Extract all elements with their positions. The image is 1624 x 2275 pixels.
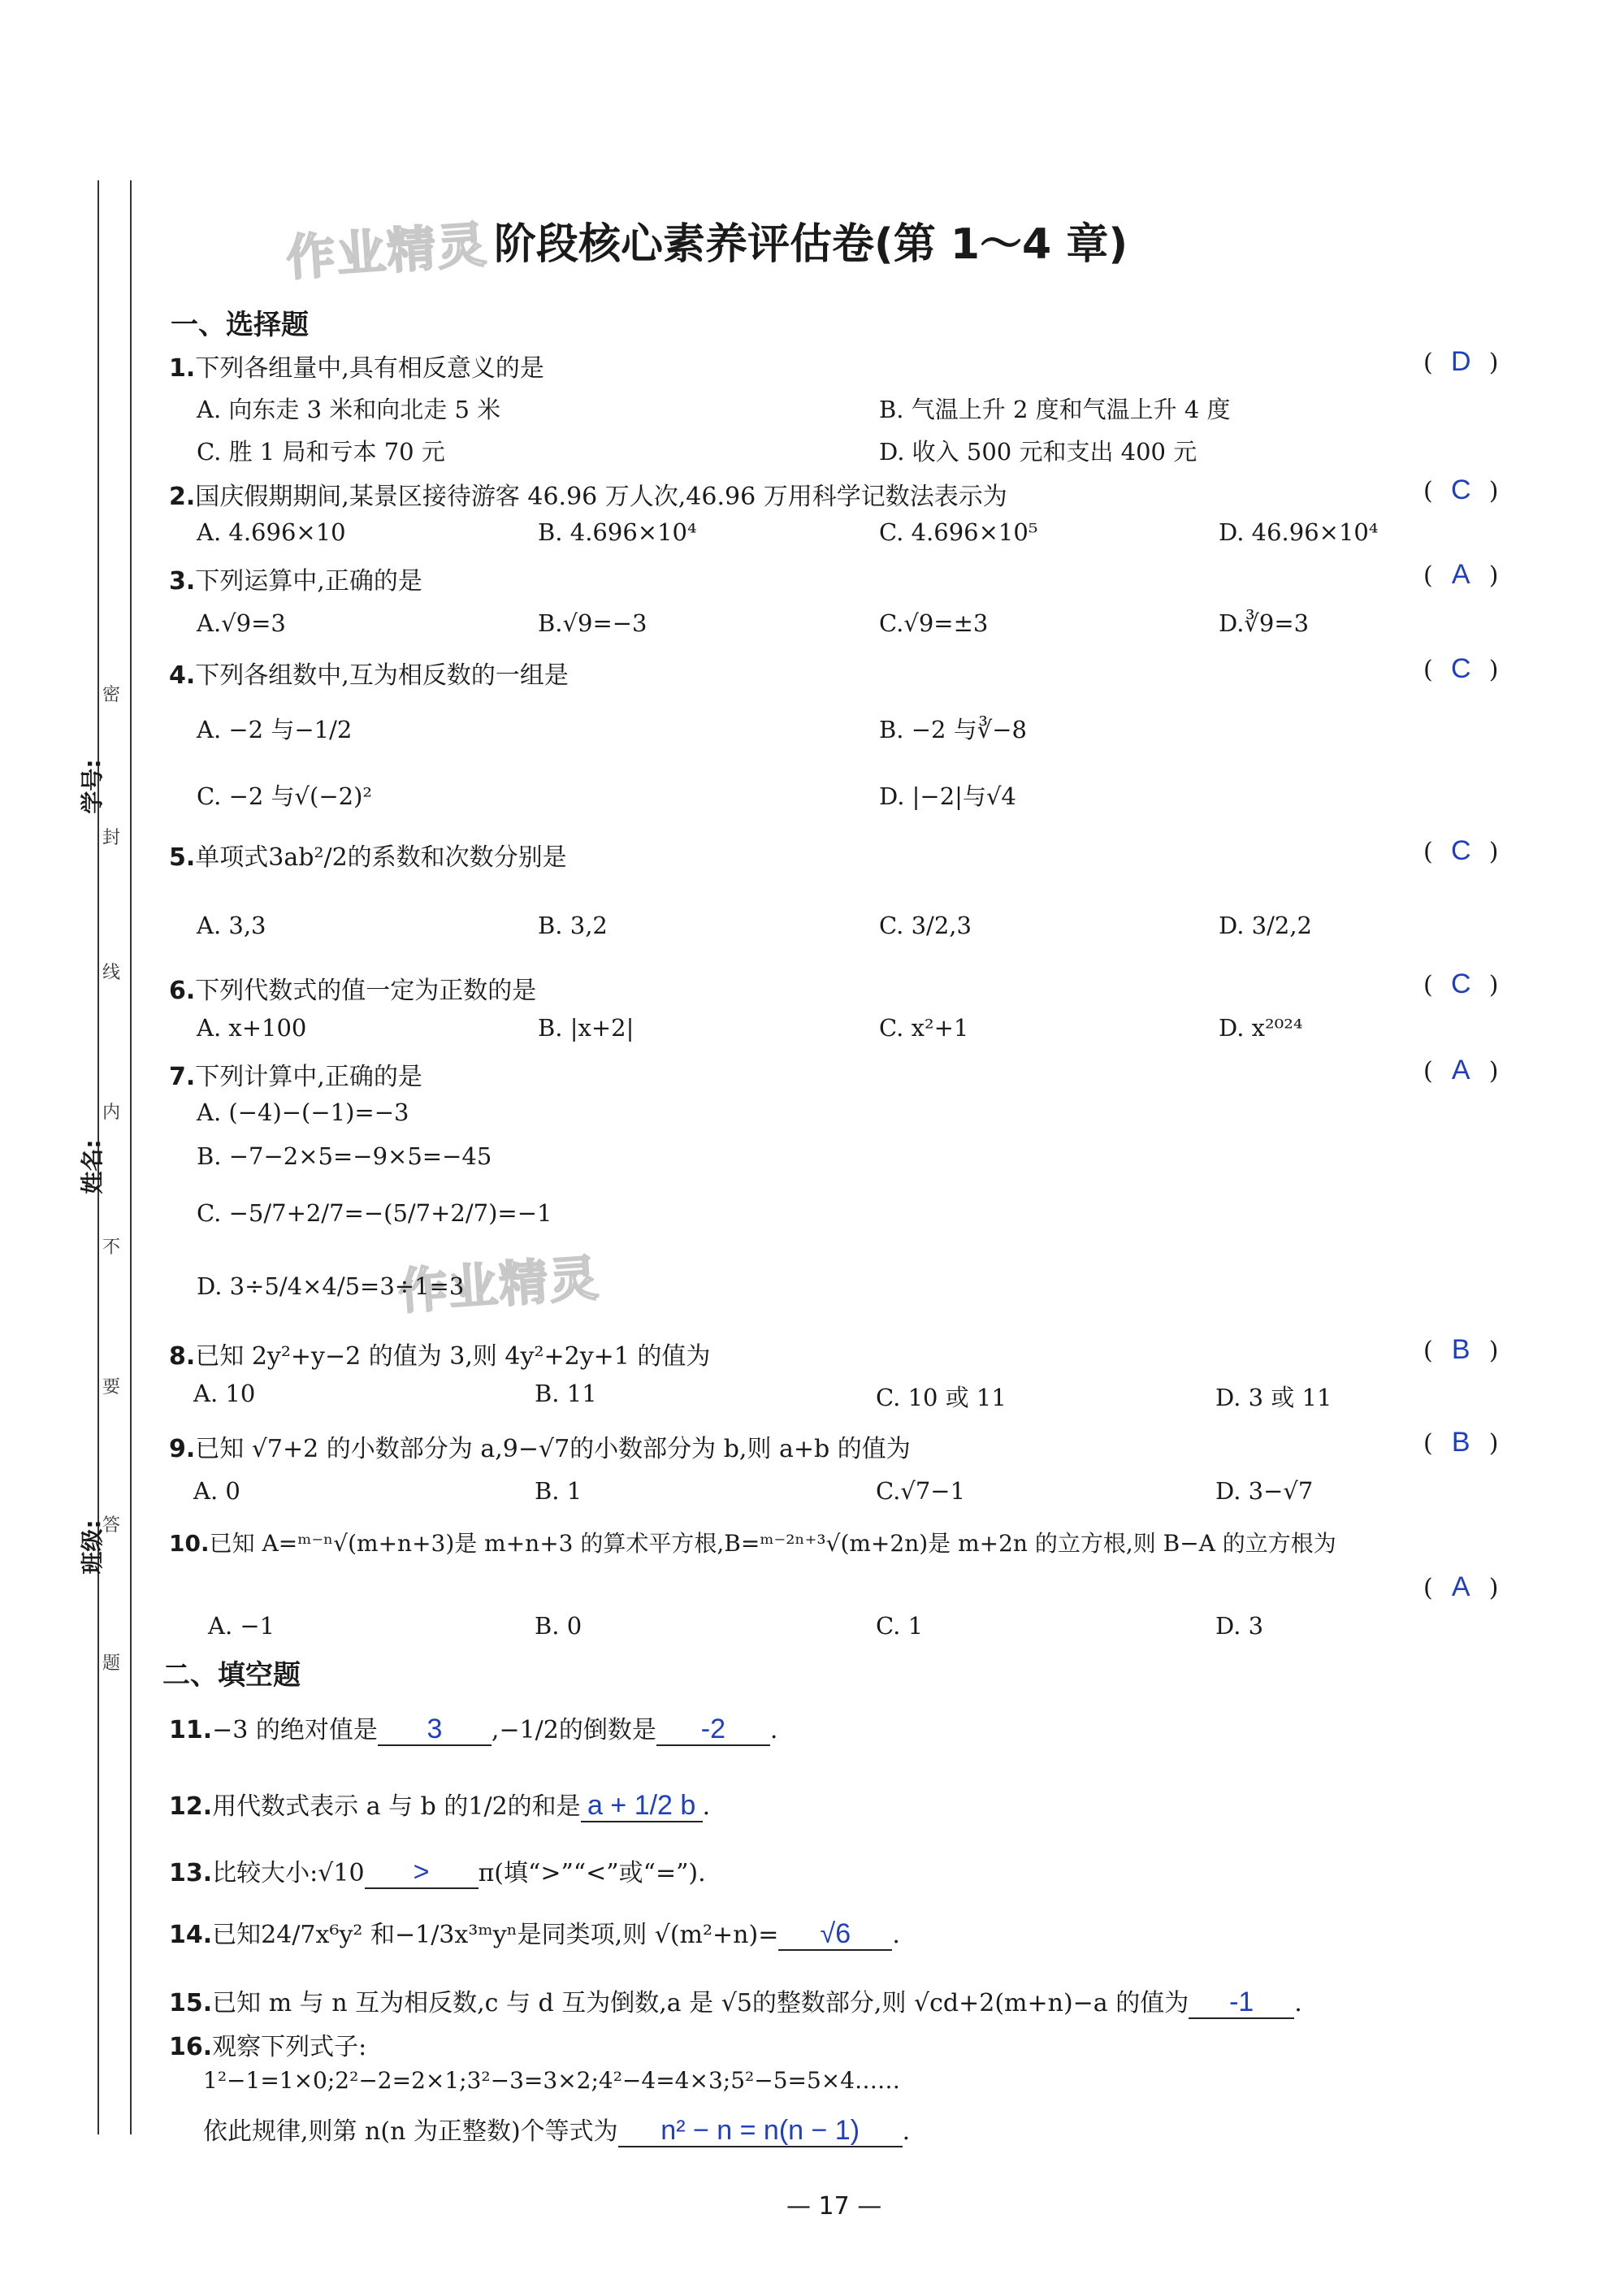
question-8: 8.已知 2y²+y−2 的值为 3,则 4y²+2y+1 的值为 [169, 1342, 711, 1371]
name-label: 姓名: [79, 1139, 106, 1194]
answer-9: B [1451, 1427, 1470, 1458]
option-10c: C. 1 [876, 1612, 924, 1640]
option-6c: C. x²+1 [879, 1014, 969, 1042]
option-9a: A. 0 [193, 1477, 240, 1505]
answer-4: C [1450, 653, 1471, 684]
option-4d: D. |−2|与√4 [879, 782, 1016, 810]
seal-char: 题 [102, 1653, 120, 1674]
seal-char: 不 [102, 1237, 120, 1258]
option-1a: A. 向东走 3 米和向北走 5 米 [197, 396, 501, 423]
option-9b: B. 1 [535, 1477, 582, 1505]
answer-blank[interactable]: -2 [656, 1714, 770, 1746]
seal-char: 线 [102, 963, 120, 983]
option-3a: A.√9=3 [197, 609, 286, 637]
option-5a: A. 3,3 [197, 912, 266, 939]
option-1b: B. 气温上升 2 度和气温上升 4 度 [879, 396, 1231, 423]
option-4a: A. −2 与−1/2 [197, 716, 353, 743]
question-12: 12.用代数式表示 a 与 b 的1/2的和是 a + 1/2 b . [169, 1790, 711, 1821]
question-16: 16.观察下列式子: [169, 2033, 367, 2061]
question-14: 14.已知24/7x⁶y² 和−1/3x³ᵐyⁿ是同类项,则 √(m²+n)= √6 . [169, 1918, 900, 1949]
option-4b: B. −2 与∛−8 [879, 716, 1027, 743]
answer-bracket: ( A ) [1423, 1571, 1499, 1602]
seal-char: 密 [102, 685, 120, 705]
option-7a: A. (−4)−(−1)=−3 [197, 1098, 409, 1126]
answer-3: A [1451, 559, 1470, 590]
answer-blank[interactable]: a + 1/2 b [581, 1790, 703, 1822]
option-5b: B. 3,2 [538, 912, 608, 939]
answer-bracket: ( C ) [1423, 653, 1499, 684]
section-heading: 一、选择题 [171, 309, 309, 341]
answer-bracket: ( B ) [1423, 1334, 1499, 1365]
option-2c: C. 4.696×10⁵ [879, 518, 1038, 546]
question-3: 3.下列运算中,正确的是 [169, 567, 422, 596]
seal-char: 要 [102, 1377, 120, 1398]
option-8c: C. 10 或 11 [876, 1384, 1007, 1411]
question-13: 13.比较大小:√10 > π(填“>”“<”或“=”). [169, 1857, 706, 1887]
question-16-prompt: 依此规律,则第 n(n 为正整数)个等式为 n² − n = n(n − 1) . [203, 2115, 911, 2146]
option-8d: D. 3 或 11 [1215, 1384, 1332, 1411]
option-5c: C. 3/2,3 [879, 912, 972, 939]
option-10b: B. 0 [535, 1612, 582, 1640]
student-id-label: 学号: [79, 759, 106, 814]
question-10: 10.已知 A=ᵐ⁻ⁿ√(m+n+3)是 m+n+3 的算术平方根,B=ᵐ⁻²ⁿ⁺³√(m+2n)是 m+2n 的立方根,则 B−A 的立方根为 [169, 1530, 1336, 1557]
option-2d: D. 46.96×10⁴ [1219, 518, 1379, 546]
page-number: — 17 — [786, 2192, 882, 2221]
option-7c: C. −5/7+2/7=−(5/7+2/7)=−1 [197, 1199, 552, 1227]
seal-char: 答 [102, 1515, 120, 1536]
answer-10: A [1451, 1571, 1470, 1602]
answer-bracket: ( B ) [1423, 1427, 1499, 1458]
option-1d: D. 收入 500 元和支出 400 元 [879, 438, 1197, 466]
answer-bracket: ( C ) [1423, 474, 1499, 505]
option-8a: A. 10 [193, 1380, 256, 1407]
option-3b: B.√9=−3 [538, 609, 647, 637]
answer-5: C [1450, 835, 1471, 866]
watermark: 作业精灵 [284, 216, 490, 288]
option-2b: B. 4.696×10⁴ [538, 518, 697, 546]
option-1c: C. 胜 1 局和亏本 70 元 [197, 438, 445, 466]
answer-blank[interactable]: -1 [1189, 1987, 1294, 2019]
question-1: 1.下列各组量中,具有相反意义的是 [169, 354, 544, 383]
question-9: 9.已知 √7+2 的小数部分为 a,9−√7的小数部分为 b,则 a+b 的值为 [169, 1435, 911, 1463]
answer-6: C [1450, 968, 1471, 999]
option-3c: C.√9=±3 [879, 609, 989, 637]
answer-bracket: ( C ) [1423, 835, 1499, 866]
option-3d: D.∛9=3 [1219, 609, 1310, 637]
option-7d: D. 3÷5/4×4/5=3÷1=3 [197, 1272, 465, 1300]
question-7: 7.下列计算中,正确的是 [169, 1063, 422, 1091]
answer-blank[interactable]: √6 [778, 1918, 892, 1951]
option-6b: B. |x+2| [538, 1014, 634, 1042]
answer-blank[interactable]: n² − n = n(n − 1) [618, 2115, 903, 2147]
answer-1: D [1450, 346, 1471, 377]
binding-line-inner [130, 180, 132, 2134]
answer-8: B [1451, 1334, 1470, 1365]
option-9d: D. 3−√7 [1215, 1477, 1314, 1505]
option-8b: B. 11 [535, 1380, 597, 1407]
answer-bracket: ( C ) [1423, 968, 1499, 999]
question-6: 6.下列代数式的值一定为正数的是 [169, 977, 537, 1005]
question-15: 15.已知 m 与 n 互为相反数,c 与 d 互为倒数,a 是 √5的整数部分,则 √cd+2(m+n)−a 的值为 -1 . [169, 1987, 1302, 2017]
option-7b: B. −7−2×5=−9×5=−45 [197, 1142, 492, 1170]
option-2a: A. 4.696×10 [197, 518, 346, 546]
answer-bracket: ( A ) [1423, 1055, 1499, 1086]
option-10d: D. 3 [1215, 1612, 1264, 1640]
option-9c: C.√7−1 [876, 1477, 966, 1505]
option-5d: D. 3/2,2 [1219, 912, 1312, 939]
watermark: 作业精灵 [396, 1250, 602, 1321]
question-2: 2.国庆假期期间,某景区接待游客 46.96 万人次,46.96 万用科学记数法表示为 [169, 483, 1007, 511]
answer-blank[interactable]: 3 [378, 1714, 492, 1746]
question-11: 11.−3 的绝对值是 3 ,−1/2的倒数是 -2 . [169, 1714, 778, 1744]
answer-bracket: ( D ) [1423, 346, 1499, 377]
option-6d: D. x²⁰²⁴ [1219, 1014, 1303, 1042]
question-5: 5.单项式3ab²/2的系数和次数分别是 [169, 843, 567, 872]
option-10a: A. −1 [208, 1612, 275, 1640]
seal-char: 封 [102, 828, 120, 848]
answer-blank[interactable]: > [365, 1857, 479, 1889]
class-label: 班级: [79, 1519, 106, 1575]
option-6a: A. x+100 [197, 1014, 307, 1042]
page-title: 阶段核心素养评估卷(第 1～4 章) [494, 220, 1128, 269]
seal-char: 内 [102, 1103, 120, 1123]
section-heading: 二、填空题 [162, 1659, 301, 1692]
answer-7: A [1451, 1055, 1470, 1086]
answer-bracket: ( A ) [1423, 559, 1499, 590]
answer-2: C [1450, 474, 1471, 505]
option-4c: C. −2 与√(−2)² [197, 782, 373, 810]
question-4: 4.下列各组数中,互为相反数的一组是 [169, 661, 569, 690]
pattern-line: 1²−1=1×0;2²−2=2×1;3²−3=3×2;4²−4=4×3;5²−5=5×4…… [203, 2067, 901, 2094]
